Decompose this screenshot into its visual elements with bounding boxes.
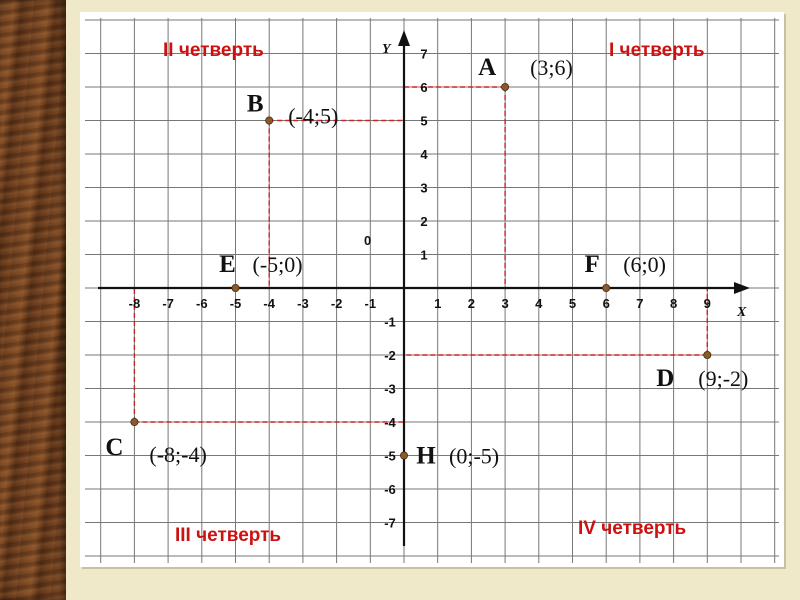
point-e-name: E bbox=[219, 251, 236, 278]
y-tick-label: -7 bbox=[384, 515, 396, 531]
x-tick-label: -6 bbox=[196, 296, 208, 311]
x-tick-label: -1 bbox=[364, 296, 377, 311]
point-a-marker bbox=[502, 83, 509, 90]
x-tick-label: 6 bbox=[602, 296, 610, 311]
point-a-name: A bbox=[478, 54, 497, 81]
point-h-marker bbox=[400, 452, 407, 459]
point-c-marker bbox=[131, 418, 138, 425]
x-tick-label: 8 bbox=[669, 296, 678, 311]
x-tick-label: -4 bbox=[263, 296, 275, 311]
point-f-marker bbox=[603, 284, 610, 291]
point-f-coord: (6;0) bbox=[623, 252, 666, 277]
y-tick-label: -5 bbox=[384, 448, 396, 464]
x-tick-label: -2 bbox=[330, 296, 343, 311]
y-tick-label: 5 bbox=[420, 113, 428, 129]
point-b-name: B bbox=[246, 90, 264, 118]
quadrant-label-2: II четверть bbox=[163, 40, 264, 61]
point-f-name: F bbox=[584, 251, 600, 278]
quadrant-label-4: IV четверть bbox=[578, 518, 687, 539]
x-tick-label: 7 bbox=[636, 296, 644, 311]
point-b-marker bbox=[266, 117, 273, 124]
x-tick-label: 1 bbox=[434, 296, 442, 311]
point-d-coord: (9;-2) bbox=[698, 366, 749, 391]
point-e-coord: (-5;0) bbox=[252, 252, 303, 277]
y-tick-label: 7 bbox=[420, 46, 428, 62]
y-tick-label: -1 bbox=[384, 314, 396, 330]
x-tick-label: -8 bbox=[128, 296, 141, 311]
x-tick-label: 5 bbox=[568, 296, 577, 311]
y-axis-arrow bbox=[398, 30, 410, 46]
y-tick-label: -3 bbox=[384, 381, 396, 397]
grid-lines bbox=[85, 18, 779, 563]
y-tick-label: 3 bbox=[420, 180, 428, 196]
y-tick-label: -6 bbox=[384, 482, 396, 497]
y-tick-label: 4 bbox=[420, 147, 428, 162]
y-tick-label: 2 bbox=[420, 214, 428, 229]
point-h-coord: (0;-5) bbox=[449, 443, 500, 469]
y-tick-label: 1 bbox=[420, 247, 428, 263]
y-tick-label: -4 bbox=[384, 415, 396, 430]
point-e-marker bbox=[232, 284, 239, 291]
quadrant-label-3: III четверть bbox=[175, 525, 282, 546]
point-d-marker bbox=[704, 351, 711, 358]
x-axis-name: X bbox=[737, 305, 747, 320]
point-c-name: C bbox=[105, 434, 124, 461]
x-tick-label: 3 bbox=[501, 296, 509, 311]
y-tick-label: -2 bbox=[384, 348, 396, 363]
x-axis-arrow bbox=[734, 282, 750, 294]
point-c-coord: (-8;-4) bbox=[149, 442, 207, 467]
x-tick-label: -3 bbox=[297, 296, 309, 311]
quadrant-label-1: I четверть bbox=[609, 40, 705, 61]
origin-label: 0 bbox=[364, 233, 372, 248]
y-tick-label: 6 bbox=[420, 80, 428, 95]
point-b-coord: (-4;5) bbox=[288, 103, 339, 129]
x-tick-label: -7 bbox=[162, 296, 174, 311]
point-h-name: H bbox=[416, 442, 436, 470]
x-tick-label: 2 bbox=[467, 296, 476, 311]
y-axis-name: Y bbox=[382, 42, 391, 57]
point-d-name: D bbox=[656, 365, 675, 392]
x-tick-label: 4 bbox=[535, 296, 543, 311]
x-tick-label: 9 bbox=[703, 296, 711, 311]
x-tick-label: -5 bbox=[229, 296, 242, 311]
point-a-coord: (3;6) bbox=[530, 55, 573, 80]
